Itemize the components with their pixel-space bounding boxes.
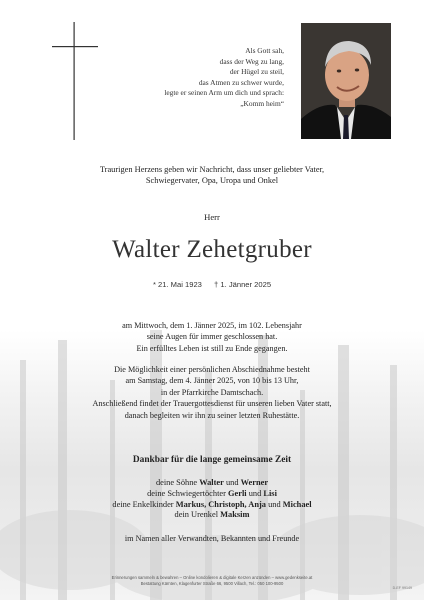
thanks-heading: Dankbar für die lange gemeinsame Zeit bbox=[132, 455, 292, 465]
family-sons bbox=[0, 478, 424, 489]
family-label: deine Söhne bbox=[155, 478, 198, 487]
deceased-name: Walter Zehetgruber bbox=[112, 236, 312, 263]
relatives-line: im Namen aller Verwandten, Bekannten und Freunde bbox=[124, 534, 300, 543]
family-daughters-in-law bbox=[0, 489, 424, 500]
life-dates bbox=[0, 280, 424, 289]
death-date: † 1. Jänner 2025 bbox=[214, 280, 272, 289]
family-member: Walter bbox=[199, 478, 224, 487]
family-conjunction: und bbox=[268, 499, 281, 509]
salutation: Herr bbox=[204, 212, 220, 222]
portrait-photo bbox=[301, 23, 391, 139]
family-member: Markus, Christoph, Anja bbox=[175, 499, 266, 509]
family-conjunction: und bbox=[225, 478, 239, 487]
family-member: Maksim bbox=[220, 510, 250, 520]
family-member: Werner bbox=[240, 478, 269, 487]
family-grandchildren bbox=[0, 500, 424, 511]
family-member: Lisi bbox=[263, 488, 277, 498]
funeral-line: Anschließend findet der Trauergottesdienst für unseren lieben Vater statt, bbox=[92, 399, 332, 409]
funeral-line: Die Möglichkeit einer persönlichen Abschiednahme besteht bbox=[114, 365, 310, 374]
portrait-photo-icon bbox=[301, 23, 391, 139]
family-label: deine Enkelkinder bbox=[112, 499, 174, 509]
intro-line: Traurigen Herzens geben wir Nachricht, dass unser geliebter Vater, bbox=[99, 165, 325, 174]
family-label: dein Urenkel bbox=[174, 510, 219, 520]
family-great-grandchild bbox=[0, 510, 424, 521]
family-label: deine Schwiegertöchter bbox=[147, 488, 226, 498]
poem bbox=[118, 46, 284, 110]
poem-line: „Komm heim“ bbox=[240, 98, 284, 108]
document-code: D-EF 99149 bbox=[392, 586, 412, 590]
birth-date: * 21. Mai 1923 bbox=[152, 280, 202, 289]
family-member: Gerli bbox=[228, 488, 247, 498]
family-list bbox=[0, 478, 424, 521]
death-announcement bbox=[0, 320, 424, 354]
poem-line: legte er seinen Arm um dich und sprach: bbox=[164, 88, 284, 98]
intro-line: Schwiegervater, Opa, Uropa und Onkel bbox=[145, 176, 279, 186]
announcement-line: am Mittwoch, dem 1. Jänner 2025, im 102. Lebensjahr bbox=[122, 321, 302, 330]
poem-line: das Atmen zu schwer wurde, bbox=[198, 77, 284, 87]
announcement-line: Ein erfülltes Leben ist still zu Ende gegangen. bbox=[136, 343, 288, 353]
cross-icon bbox=[52, 22, 98, 140]
funeral-line: in der Pfarrkirche Damtschach. bbox=[160, 387, 264, 397]
footer-line: Erinnerungen sammeln & bewahren – Online kondolieren & digitale Kerzen anzünden – www.gedenkseite.at bbox=[111, 575, 313, 580]
family-member: Michael bbox=[282, 499, 312, 509]
funeral-line: danach begleiten wir ihn zu seiner letzten Ruhestätte. bbox=[124, 410, 300, 420]
family-conjunction: und bbox=[248, 488, 262, 498]
funeral-details bbox=[0, 364, 424, 421]
footer bbox=[0, 575, 424, 587]
poem-line: dass der Weg zu lang, bbox=[219, 56, 284, 66]
funeral-line: am Samstag, dem 4. Jänner 2025, von 10 bis 13 Uhr, bbox=[125, 376, 299, 386]
announcement-line: seine Augen für immer geschlossen hat. bbox=[146, 332, 278, 342]
poem-line: der Hügel zu steil, bbox=[229, 67, 284, 77]
footer-line: Bestattung Kärnten, Klagenfurter Straße 66, 9500 Villach, Tel.: 050 100-9500 bbox=[140, 581, 284, 586]
poem-line: Als Gott sah, bbox=[245, 46, 284, 55]
intro-text bbox=[0, 164, 424, 187]
